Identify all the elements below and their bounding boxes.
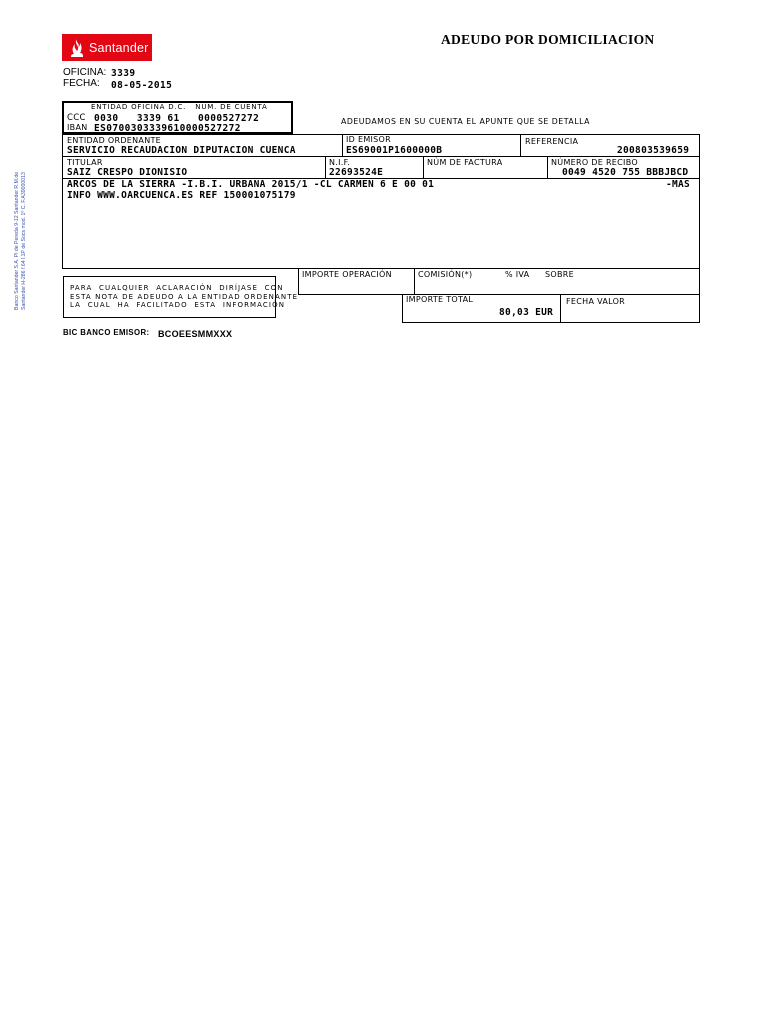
bic-label: BIC BANCO EMISOR: (63, 328, 150, 337)
amounts-divider (414, 268, 415, 295)
nif-label: N.I.F. (329, 158, 351, 167)
entidad-ordenante-label: ENTIDAD ORDENANTE (67, 136, 162, 145)
sobre-label: SOBRE (545, 270, 574, 279)
fecha-valor-label: FECHA VALOR (566, 297, 626, 306)
num-recibo-value: 0049 4520 755 BBBJBCD (562, 167, 689, 178)
col-divider-emisor (342, 134, 343, 156)
col-divider-recibo (547, 156, 548, 178)
total-divider (560, 294, 561, 323)
num-recibo-label: NÚMERO DE RECIBO (551, 158, 638, 167)
legal-line-2: Santander H-286 f.64 l.1P de Socs mod. 1º C. F.A39000013 (21, 172, 27, 310)
santander-logo (62, 34, 152, 61)
oficina-label: OFICINA: (63, 67, 107, 78)
id-emisor-label: ID EMISOR (346, 135, 392, 144)
ccc-value: 0030 3339 61 0000527272 (94, 113, 260, 124)
col-divider-referencia (520, 134, 521, 156)
importe-total-label: IMPORTE TOTAL (406, 295, 474, 304)
legal-side-text (14, 130, 44, 310)
titular-value: SAIZ CRESPO DIONISIO (67, 167, 188, 178)
aclaracion-line-2: ESTA NOTA DE ADEUDO A LA ENTIDAD ORDENANTE (70, 293, 299, 301)
referencia-value: 200803539659 (617, 145, 690, 156)
bank-name: Santander (89, 40, 149, 55)
col-divider-factura (423, 156, 424, 178)
bic-value: BCOEESMMXXX (158, 329, 233, 339)
iban-label: IBAN (67, 123, 88, 132)
ccc-label: CCC (67, 113, 86, 123)
importe-operacion-label: IMPORTE OPERACIÓN (302, 270, 392, 279)
importe-total-value: 80,03 EUR (499, 307, 554, 318)
concept-line-1-end: -MAS (666, 179, 691, 190)
id-emisor-value: ES69001P1600000B (346, 145, 443, 156)
col-divider-nif (325, 156, 326, 178)
referencia-label: REFERENCIA (525, 137, 579, 146)
document-title: ADEUDO POR DOMICILIACION (441, 32, 655, 47)
santander-flame-icon (69, 37, 85, 59)
row-divider-1 (62, 156, 700, 157)
iva-label: % IVA (505, 270, 530, 279)
fecha-value: 08-05-2015 (111, 80, 173, 91)
account-column-labels: ENTIDAD OFICINA D.C. NUM. DE CUENTA (91, 103, 268, 111)
iban-value: ES0700303339610000527272 (94, 123, 241, 134)
entidad-ordenante-value: SERVICIO RECAUDACION DIPUTACION CUENCA (67, 145, 296, 156)
aclaracion-line-3: LA CUAL HA FACILITADO ESTA INFORMACIÓN (70, 301, 286, 309)
aclaracion-line-1: PARA CUALQUIER ACLARACIÓN DIRÍJASE CON (70, 284, 284, 292)
concept-line-2: INFO WWW.OARCUENCA.ES REF 150001075179 (67, 190, 296, 201)
num-factura-label: NÚM DE FACTURA (427, 158, 503, 167)
comision-label: COMISIÓN(*) (418, 270, 473, 279)
notice-text: ADEUDAMOS EN SU CUENTA EL APUNTE QUE SE DETALLA (341, 117, 590, 126)
concept-line-1: ARCOS DE LA SIERRA -I.B.I. URBANA 2015/1 -CL CARMEN 6 E 00 01 (67, 179, 435, 190)
fecha-label: FECHA: (63, 78, 100, 89)
nif-value: 22693524E (329, 167, 384, 178)
legal-line-1: Banco Santander S.A. Pl de Pereda 9-12 Santander R.M.de (14, 171, 20, 310)
titular-label: TITULAR (67, 158, 103, 167)
oficina-value: 3339 (111, 68, 136, 79)
